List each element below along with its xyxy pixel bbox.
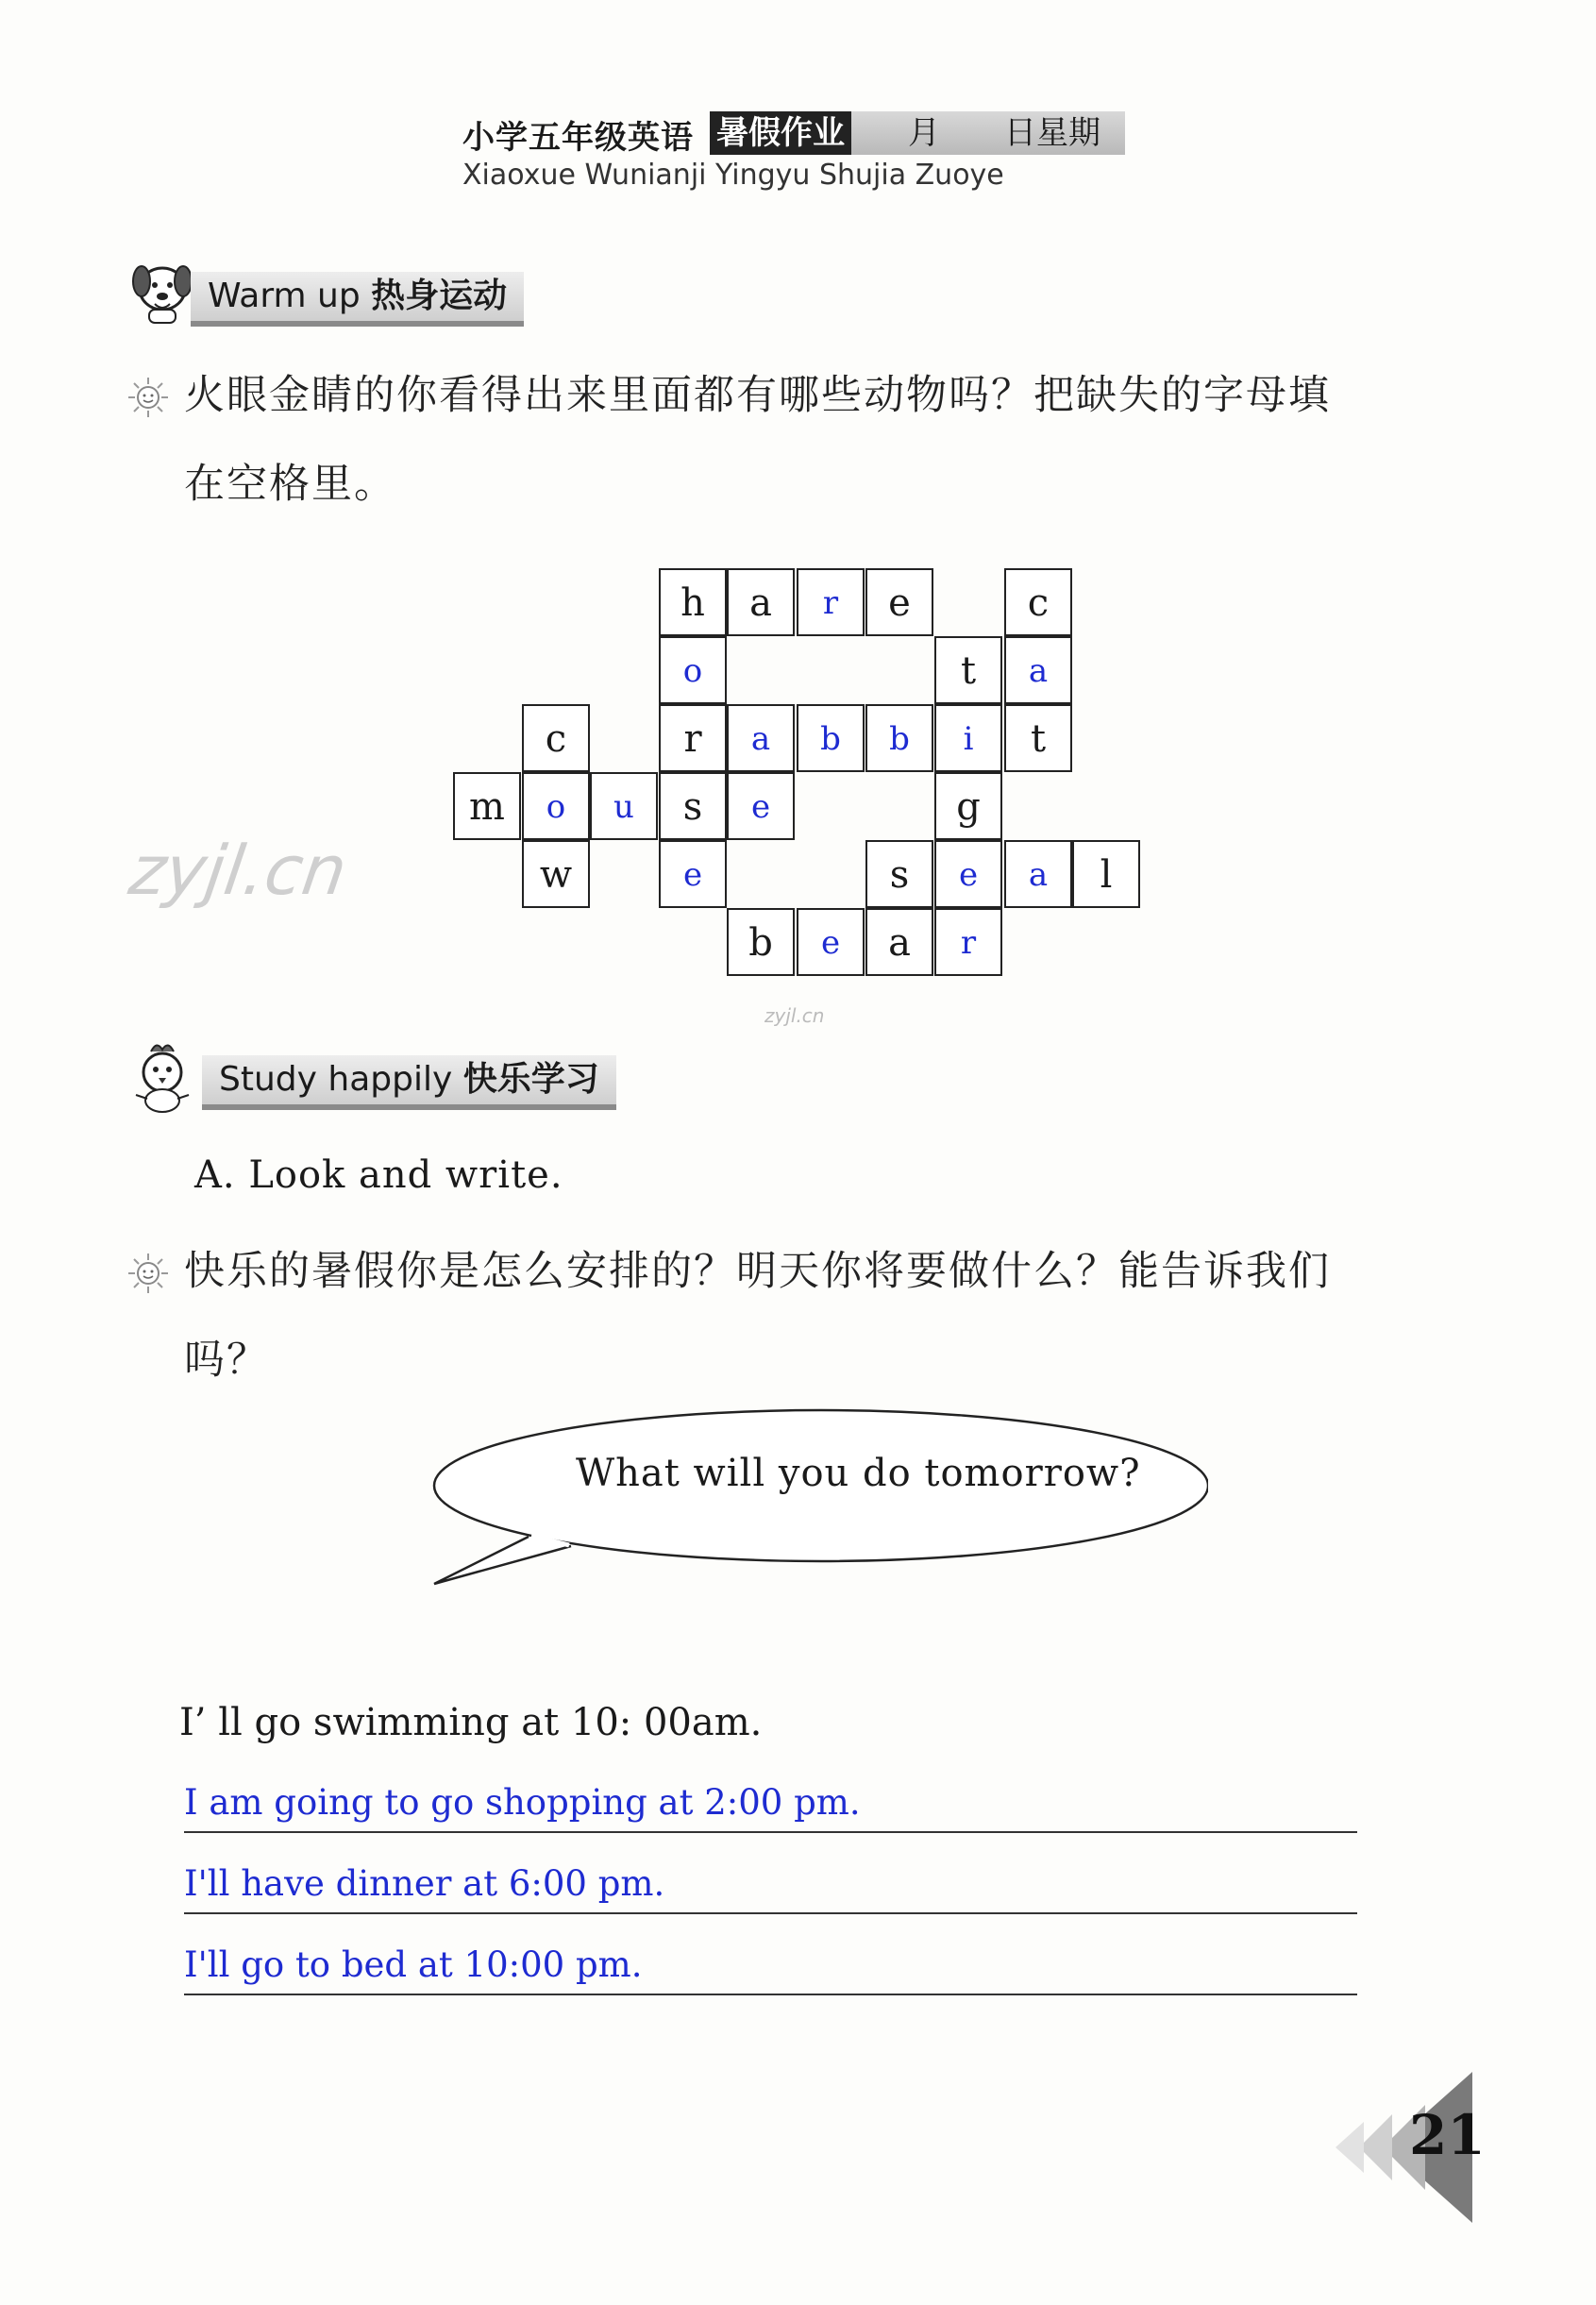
subsection-a-title: A. Look and write. (194, 1153, 563, 1197)
crossword-cell[interactable]: m (453, 772, 521, 840)
crossword-answer-cell[interactable]: b (865, 704, 933, 772)
section-tag-warmup (191, 272, 524, 327)
crossword-cell[interactable]: s (659, 772, 727, 840)
crossword-cell[interactable]: w (522, 840, 590, 908)
crossword-answer-cell[interactable]: a (1004, 636, 1072, 704)
crossword-answer-cell[interactable]: r (797, 568, 865, 636)
speech-bubble-text: What will you do tomorrow? (576, 1452, 1141, 1495)
crossword-cell[interactable]: t (934, 636, 1002, 704)
crossword-answer-cell[interactable]: i (934, 704, 1002, 772)
chick-icon (123, 1038, 202, 1118)
crossword-answer-cell[interactable]: e (659, 840, 727, 908)
study-instruction (184, 1227, 1505, 1405)
crossword-cell[interactable]: a (727, 568, 795, 636)
crossword-answer-cell[interactable]: a (1004, 840, 1072, 908)
section-tag-study-cn: 快乐学习 (462, 1060, 599, 1099)
crossword-cell[interactable]: h (659, 568, 727, 636)
crossword-cell[interactable]: r (659, 704, 727, 772)
crossword-cell[interactable]: l (1072, 840, 1140, 908)
crossword-answer-cell[interactable]: a (727, 704, 795, 772)
study-instruction-line1: 快乐的暑假你是怎么安排的？明天你将要做什么？能告诉我们 (184, 1248, 1331, 1295)
page-number: 21 (1409, 2103, 1486, 2167)
crossword-cell[interactable]: t (1004, 704, 1072, 772)
crossword-cell[interactable]: s (865, 840, 933, 908)
header-pinyin: Xiaoxue Wunianji Yingyu Shujia Zuoye (462, 159, 1004, 192)
crossword-answer-cell[interactable]: e (797, 908, 865, 976)
section-tag-warmup-en: Warm up (208, 277, 361, 315)
warmup-instruction-line1: 火眼金睛的你看得出来里面都有哪些动物吗？把缺失的字母填 (184, 372, 1331, 419)
answer-line[interactable]: I'll go to bed at 10:00 pm. (184, 1944, 1357, 1995)
crossword-cell[interactable]: c (522, 704, 590, 772)
header-title: 小学五年级英语 (462, 119, 694, 157)
speech-bubble (396, 1405, 1208, 1593)
warmup-instruction (184, 351, 1505, 529)
study-instruction-line2: 吗？ (184, 1337, 269, 1384)
answer-line[interactable]: I am going to go shopping at 2:00 pm. (184, 1782, 1357, 1833)
crossword-answer-cell[interactable]: o (659, 636, 727, 704)
section-tag-study-en: Study happily (219, 1060, 453, 1099)
sun-bullet-icon (126, 376, 170, 419)
crossword-cell[interactable]: c (1004, 568, 1072, 636)
crossword-answer-cell[interactable]: o (522, 772, 590, 840)
section-tag-study (202, 1055, 616, 1110)
watermark-large: zyjl.cn (125, 831, 352, 910)
crossword-cell[interactable]: a (865, 908, 933, 976)
crossword-answer-cell[interactable]: e (934, 840, 1002, 908)
warmup-instruction-line2: 在空格里。 (184, 461, 396, 508)
crossword-cell[interactable]: e (865, 568, 933, 636)
crossword-cell[interactable]: b (727, 908, 795, 976)
crossword-answer-cell[interactable]: b (797, 704, 865, 772)
header-tag: 暑假作业 (710, 111, 851, 155)
example-sentence: I’ ll go swimming at 10: 00am. (179, 1701, 763, 1744)
header-date-field: 月 日星期 (851, 111, 1125, 155)
section-tag-warmup-cn: 热身运动 (371, 277, 508, 315)
crossword-cell[interactable]: g (934, 772, 1002, 840)
sun-bullet-icon (126, 1252, 170, 1295)
watermark-small: zyjl.cn (764, 1004, 825, 1027)
answer-line[interactable]: I'll have dinner at 6:00 pm. (184, 1863, 1357, 1914)
crossword-answer-cell[interactable]: u (590, 772, 658, 840)
crossword-answer-cell[interactable]: r (934, 908, 1002, 976)
crossword-answer-cell[interactable]: e (727, 772, 795, 840)
